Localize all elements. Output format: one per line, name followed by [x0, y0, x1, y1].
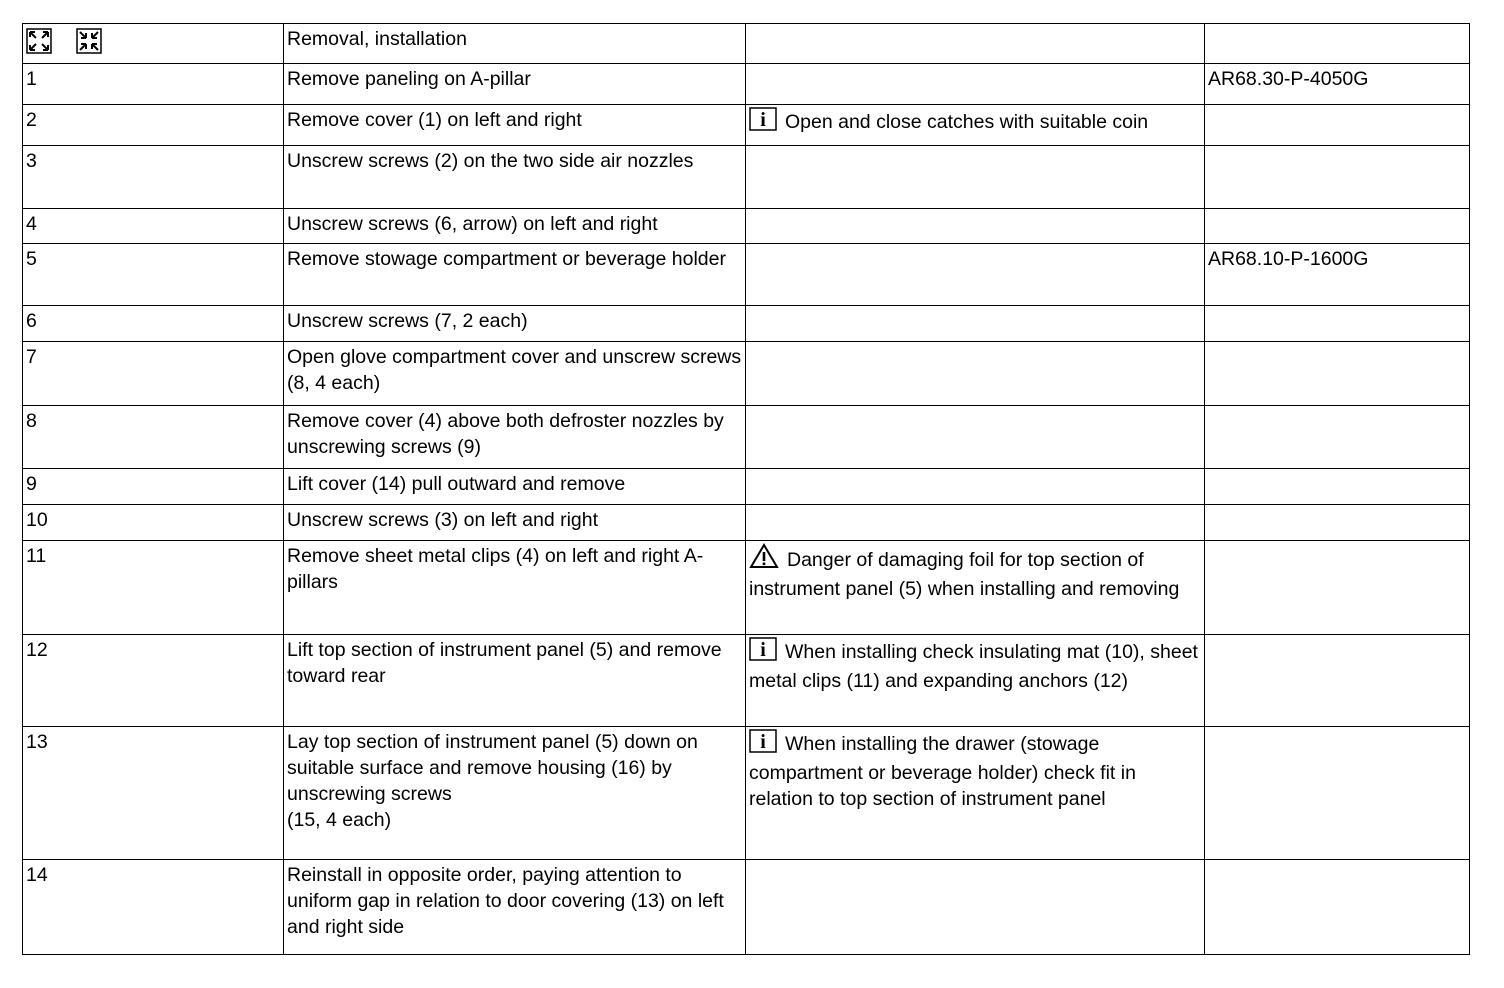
step-action: Open glove compartment cover and unscrew screws (8, 4 each) [284, 342, 746, 406]
table-row [23, 244, 1470, 306]
table-row [23, 64, 1470, 105]
header-note-cell [746, 24, 1205, 64]
step-note-cell [746, 306, 1205, 342]
step-number: 5 [23, 244, 284, 306]
table-row [23, 209, 1470, 244]
table-row [23, 105, 1470, 146]
step-note: Open and close catches with suitable coin [785, 111, 1149, 133]
step-action: Remove stowage compartment or beverage holder [284, 244, 746, 306]
header-ref-cell [1205, 24, 1470, 64]
step-number: 3 [23, 146, 284, 209]
info-icon [749, 637, 777, 668]
step-reference [1205, 146, 1470, 209]
table-row [23, 469, 1470, 505]
step-note-cell [746, 727, 1205, 860]
step-note-cell [746, 64, 1205, 105]
table-row [23, 342, 1470, 406]
step-number: 12 [23, 635, 284, 727]
step-number: 2 [23, 105, 284, 146]
step-note-cell [746, 505, 1205, 541]
svg-text:i: i [760, 639, 766, 661]
table-row [23, 635, 1470, 727]
step-action: Unscrew screws (2) on the two side air nozzles [284, 146, 746, 209]
table-row [23, 306, 1470, 342]
step-note-cell [746, 541, 1205, 635]
table-row [23, 406, 1470, 469]
step-note-cell [746, 244, 1205, 306]
info-icon [749, 729, 777, 760]
step-reference [1205, 505, 1470, 541]
step-action: Remove sheet metal clips (4) on left and right A-pillars [284, 541, 746, 635]
step-action: Unscrew screws (3) on left and right [284, 505, 746, 541]
step-number: 9 [23, 469, 284, 505]
step-note-cell [746, 105, 1205, 146]
step-reference [1205, 635, 1470, 727]
step-note: When installing check insulating mat (10), sheet metal clips (11) and expanding anchors (12) [749, 641, 1198, 692]
step-reference [1205, 105, 1470, 146]
step-note-cell [746, 469, 1205, 505]
step-reference[interactable]: AR68.10-P-1600G [1205, 244, 1470, 306]
svg-text:i: i [760, 731, 766, 753]
step-action: Remove paneling on A-pillar [284, 64, 746, 105]
header-icons-cell [23, 24, 284, 64]
step-number: 14 [23, 860, 284, 955]
table-row [23, 727, 1470, 860]
step-number: 8 [23, 406, 284, 469]
step-note: Danger of damaging foil for top section of instrument panel (5) when installing and removing [749, 549, 1180, 600]
step-note-cell [746, 146, 1205, 209]
step-note-cell [746, 860, 1205, 955]
header-title: Removal, installation [284, 24, 746, 64]
step-action: Lift top section of instrument panel (5) and remove toward rear [284, 635, 746, 727]
step-note-cell [746, 635, 1205, 727]
step-number: 4 [23, 209, 284, 244]
table-row [23, 505, 1470, 541]
step-reference [1205, 469, 1470, 505]
step-reference [1205, 727, 1470, 860]
warning-icon [749, 543, 779, 576]
info-icon [749, 107, 777, 138]
expand-icon[interactable] [26, 28, 52, 61]
step-action: Remove cover (1) on left and right [284, 105, 746, 146]
step-reference [1205, 209, 1470, 244]
step-action: Remove cover (4) above both defroster nozzles by unscrewing screws (9) [284, 406, 746, 469]
step-reference [1205, 860, 1470, 955]
table-row [23, 860, 1470, 955]
table-row [23, 146, 1470, 209]
step-reference [1205, 342, 1470, 406]
step-note-cell [746, 342, 1205, 406]
step-reference[interactable]: AR68.30-P-4050G [1205, 64, 1470, 105]
step-note: When installing the drawer (stowage compartment or beverage holder) check fit in relation to top section of instrument panel [749, 733, 1136, 810]
step-action: Unscrew screws (7, 2 each) [284, 306, 746, 342]
step-note-cell [746, 406, 1205, 469]
step-number: 6 [23, 306, 284, 342]
step-number: 11 [23, 541, 284, 635]
step-action: Unscrew screws (6, arrow) on left and right [284, 209, 746, 244]
step-note-cell [746, 209, 1205, 244]
collapse-icon[interactable] [76, 28, 102, 61]
header-row [23, 24, 1470, 64]
step-action: Lay top section of instrument panel (5) down on suitable surface and remove housing (16) by unscrewing screws (15, 4 each) [284, 727, 746, 860]
step-action: Lift cover (14) pull outward and remove [284, 469, 746, 505]
step-number: 1 [23, 64, 284, 105]
step-number: 13 [23, 727, 284, 860]
step-reference [1205, 306, 1470, 342]
step-reference [1205, 406, 1470, 469]
table-row [23, 541, 1470, 635]
step-number: 7 [23, 342, 284, 406]
step-number: 10 [23, 505, 284, 541]
step-action: Reinstall in opposite order, paying attention to uniform gap in relation to door covering (13) on left and right side [284, 860, 746, 955]
step-reference [1205, 541, 1470, 635]
procedure-table [22, 23, 1470, 955]
svg-text:i: i [760, 109, 766, 131]
